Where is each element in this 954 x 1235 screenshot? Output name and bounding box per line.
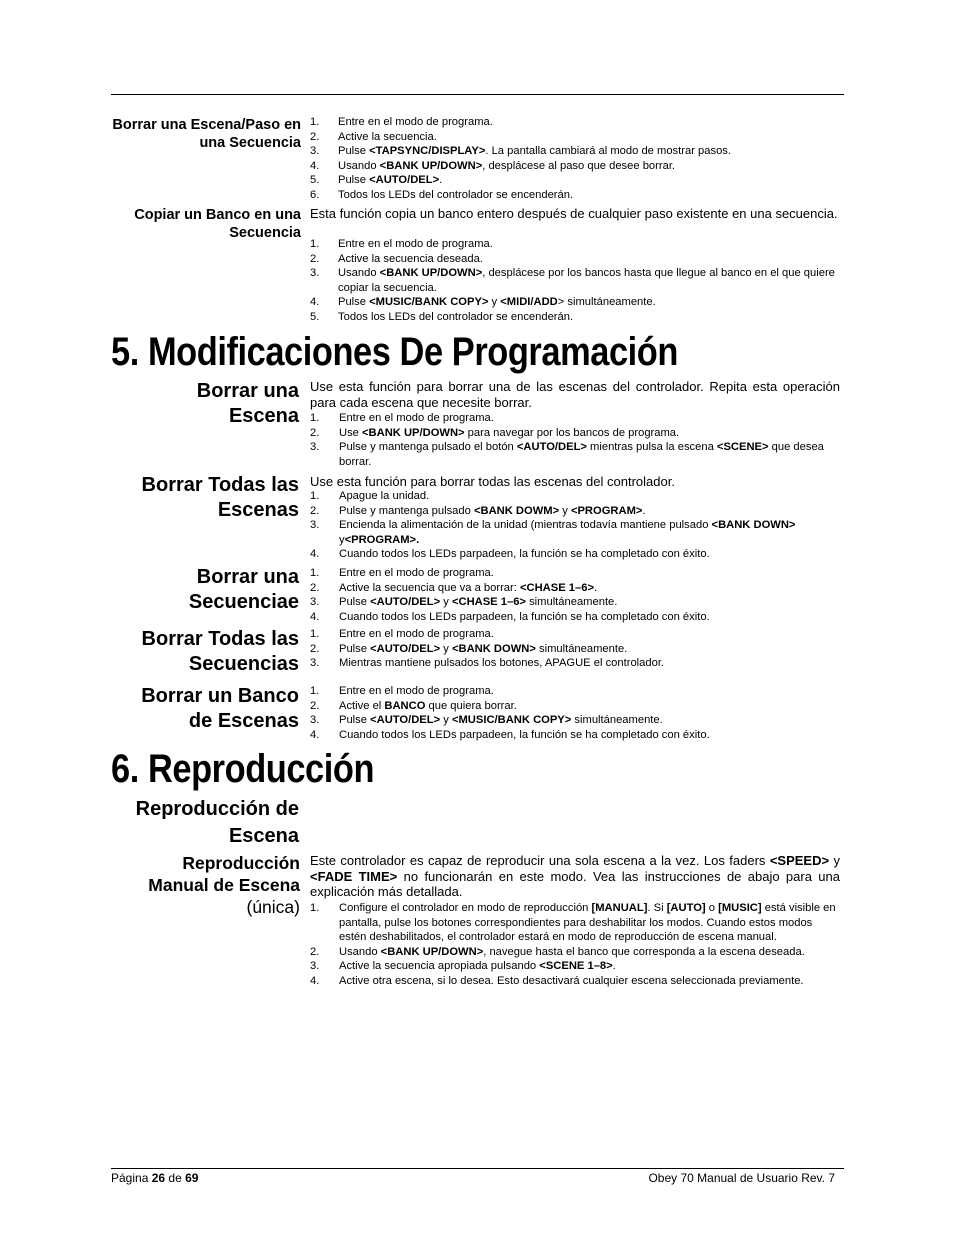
list-item (310, 504, 840, 519)
list-number: 1. (310, 412, 320, 424)
list-number: 4. (310, 548, 320, 560)
step-list (310, 901, 840, 988)
section-label: Borrar una Escena (196, 380, 299, 427)
list-number: 1. (310, 116, 320, 128)
list-item (310, 699, 840, 714)
list-item (310, 610, 840, 625)
list-text: Todos los LEDs del controlador se encenderán. (338, 188, 574, 201)
list-item (310, 295, 840, 310)
list-item (310, 489, 840, 504)
list-item (310, 566, 840, 581)
list-number: 1. (310, 490, 320, 502)
list-item (310, 959, 840, 974)
list-number: 1. (310, 685, 320, 697)
list-text: Pulse <TAPSYNC/DISPLAY>. La pantalla cambiará al modo de mostrar pasos. (338, 145, 731, 157)
list-item (310, 595, 840, 610)
section-label (130, 852, 300, 918)
list-item (310, 974, 840, 989)
list-number: 1. (310, 567, 320, 579)
header-rule (111, 94, 844, 95)
section-label: Borrar una Secuenciae (188, 566, 299, 613)
list-text: Active otra escena, si lo desea. Esto desactivará cualquier escena seleccionada previamente. (339, 974, 804, 987)
list-text: Pulse <AUTO/DEL> y <CHASE 1–6> simultáneamente. (339, 596, 618, 608)
step-list (310, 237, 840, 324)
list-number: 4. (310, 159, 320, 172)
list-number: 2. (310, 504, 320, 517)
step-list (310, 489, 840, 562)
list-item (310, 426, 840, 441)
section-label: Borrar un Banco de Escenas (141, 685, 299, 732)
list-text: Active el BANCO que quiera borrar. (339, 699, 517, 712)
list-text: Usando <BANK UP/DOWN>, navegue hasta el banco que corresponda a la escena deseada. (339, 945, 805, 958)
list-number: 1. (310, 902, 320, 914)
list-text: Active la secuencia deseada. (338, 252, 483, 265)
list-text: Configure el controlador en modo de reproducción [MANUAL]. Si [AUTO] o [MUSIC] está visible en pantalla, pulse los botones correspondientes para deshabilitar los modos. Cuando estos modos estén deshabilitados, el controlador estará en modo de reproducción de escena manual. (339, 902, 836, 943)
list-number: 5. (310, 310, 320, 323)
section-label: Copiar un Banco en una Secuencia (134, 207, 301, 241)
list-item (310, 188, 840, 203)
list-number: 3. (310, 441, 320, 453)
list-text: Pulse <MUSIC/BANK COPY> y <MIDI/ADD> simultáneamente. (338, 296, 656, 308)
list-item (310, 115, 840, 130)
subsection-heading: Reproducción de Escena (135, 798, 299, 847)
list-number: 2. (310, 426, 320, 439)
list-text: Cuando todos los LEDs parpadeen, la función se ha completado con éxito. (339, 728, 710, 741)
list-number: 4. (310, 610, 320, 623)
list-number: 3. (310, 267, 320, 279)
list-number: 6. (310, 188, 320, 201)
list-text: Cuando todos los LEDs parpadeen, la función se ha completado con éxito. (339, 610, 710, 623)
section-label: Borrar Todas las Secuencias (141, 628, 299, 675)
list-item (310, 713, 840, 728)
step-list (310, 627, 840, 671)
list-text: Active la secuencia que va a borrar: <CHASE 1–6>. (339, 581, 598, 594)
list-item (310, 159, 840, 174)
total-pages: 69 (185, 1171, 199, 1185)
list-number: 2. (310, 642, 320, 655)
list-item (310, 310, 840, 325)
list-text: Entre en el modo de programa. (339, 628, 494, 640)
section-label-bold: Reproducción Manual de Escena (148, 853, 300, 895)
list-text: Entre en el modo de programa. (339, 685, 494, 697)
step-list (310, 684, 840, 742)
list-item (310, 581, 840, 596)
list-item (310, 627, 840, 642)
list-item (310, 547, 840, 562)
list-number: 4. (310, 728, 320, 741)
list-number: 3. (310, 657, 320, 669)
list-number: 3. (310, 519, 320, 531)
list-text: Pulse <AUTO/DEL>. (338, 174, 443, 186)
list-item (310, 642, 840, 657)
page-number: Página 26 de 69 (111, 1171, 199, 1185)
list-text: Pulse y mantenga pulsado <BANK DOWM> y <PROGRAM>. (339, 504, 646, 517)
list-number: 3. (310, 960, 320, 972)
list-number: 4. (310, 296, 320, 308)
section-intro: Este controlador es capaz de reproducir una sola escena a la vez. Los faders <SPEED> y <FADE TIME> no funcionarán en este modo. Vea las instrucciones de abajo para una explicación más detallada. (310, 853, 840, 899)
list-item (310, 252, 840, 267)
list-item (310, 130, 840, 145)
list-number: 2. (310, 252, 320, 265)
list-text: Active la secuencia. (338, 130, 437, 143)
section-label-normal: (única) (246, 897, 300, 917)
step-list (310, 566, 840, 624)
list-text: Encienda la alimentación de la unidad (mientras todavía mantiene pulsado <BANK DOWN> y<PROGRAM>. (339, 519, 796, 546)
list-number: 3. (310, 714, 320, 726)
section-label: Borrar Todas las Escenas (141, 474, 299, 521)
list-item (310, 684, 840, 699)
section-intro: Esta función copia un banco entero después de cualquier paso existente en una secuencia. (310, 206, 838, 221)
chapter-heading: 6. Reproducción (111, 747, 375, 791)
list-item (310, 173, 840, 188)
list-item (310, 901, 840, 945)
list-item (310, 518, 840, 547)
section-label: Borrar una Escena/Paso en una Secuencia (112, 117, 301, 151)
list-text: Entre en el modo de programa. (338, 116, 493, 128)
step-list (310, 411, 840, 469)
list-item (310, 266, 840, 295)
list-item (310, 440, 840, 469)
list-text: Active la secuencia apropiada pulsando <SCENE 1–8>. (339, 960, 616, 972)
list-number: 3. (310, 145, 320, 157)
step-list (310, 115, 840, 202)
list-number: 5. (310, 174, 320, 186)
list-number: 2. (310, 130, 320, 143)
list-item (310, 945, 840, 960)
list-number: 4. (310, 974, 320, 987)
footer-rule (111, 1168, 844, 1169)
list-text: Todos los LEDs del controlador se encenderán. (338, 310, 574, 323)
list-number: 2. (310, 581, 320, 594)
list-text: Usando <BANK UP/DOWN>, desplácese al paso que desee borrar. (338, 159, 676, 172)
list-text: Mientras mantiene pulsados los botones, APAGUE el controlador. (339, 657, 665, 669)
current-page: 26 (151, 1171, 166, 1185)
list-text: Entre en el modo de programa. (338, 238, 493, 250)
chapter-heading: 5. Modificaciones De Programación (111, 330, 678, 374)
list-number: 3. (310, 596, 320, 608)
list-number: 2. (310, 699, 320, 712)
list-text: Pulse <AUTO/DEL> y <BANK DOWN> simultáneamente. (339, 642, 628, 655)
list-item (310, 728, 840, 743)
list-item (310, 656, 840, 671)
list-text: Entre en el modo de programa. (339, 567, 494, 579)
list-item (310, 237, 840, 252)
list-text: Entre en el modo de programa. (339, 412, 494, 424)
list-text: Pulse <AUTO/DEL> y <MUSIC/BANK COPY> simultáneamente. (339, 714, 663, 726)
list-text: Pulse y mantenga pulsado el botón <AUTO/DEL> mientras pulsa la escena <SCENE> que desea borrar. (339, 441, 824, 468)
list-text: Use <BANK UP/DOWN> para navegar por los bancos de programa. (339, 426, 680, 439)
list-text: Apague la unidad. (339, 490, 430, 502)
list-item (310, 411, 840, 426)
list-text: Cuando todos los LEDs parpadeen, la función se ha completado con éxito. (339, 548, 710, 560)
section-intro: Use esta función para borrar todas las escenas del controlador. (310, 474, 675, 489)
list-text: Usando <BANK UP/DOWN>, desplácese por los bancos hasta que llegue al banco en el que quiere copiar la secuencia. (338, 267, 835, 294)
list-item (310, 144, 840, 159)
list-number: 1. (310, 238, 320, 250)
document-title: Obey 70 Manual de Usuario Rev. 7 (648, 1171, 835, 1185)
section-intro: Use esta función para borrar una de las escenas del controlador. Repita esta operación para cada escena que necesite borrar. (310, 379, 840, 410)
list-number: 2. (310, 945, 320, 958)
list-number: 1. (310, 628, 320, 640)
